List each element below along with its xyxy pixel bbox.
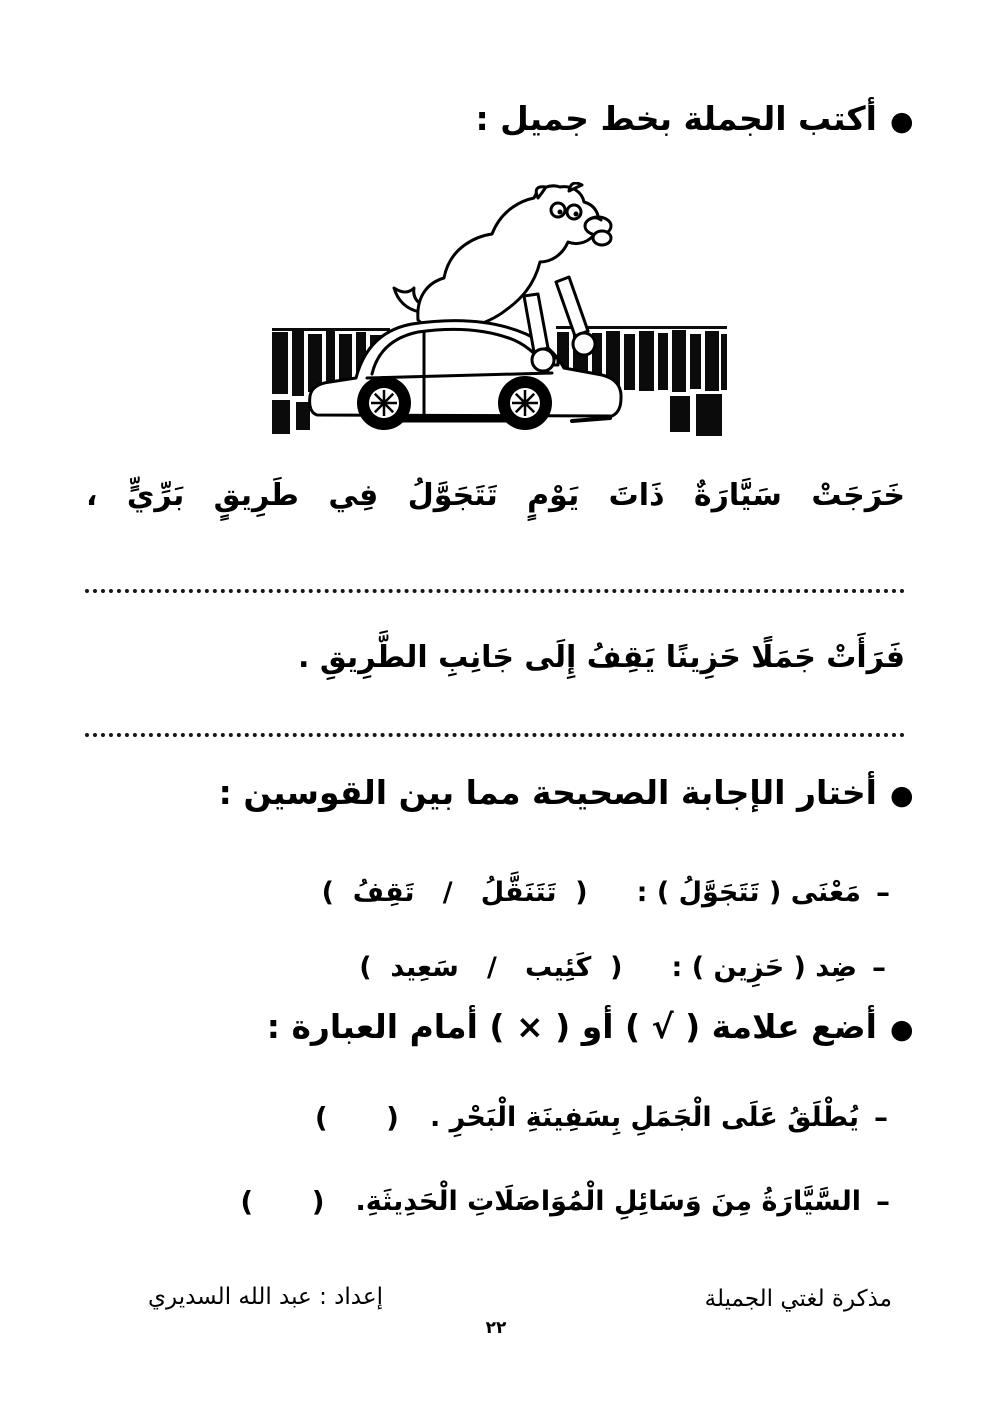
statement-1-text: يُطْلَقُ عَلَى الْجَمَلِ بِسَفِينَةِ الْبَحْرِ . [429,1101,859,1133]
statement-1-answer-box: ( ) [314,1101,399,1134]
dash-marker: – [876,876,890,909]
camel-car-drawing [272,182,727,444]
dash-marker: – [872,951,886,984]
footer-book-title: مذكرة لغتي الجميلة [704,1286,892,1312]
bullet-icon: ● [889,1013,913,1045]
section-write-heading [475,96,913,142]
section-choose-heading [219,770,913,816]
bullet-icon: ● [889,105,913,137]
answer-writing-line-1 [85,589,905,593]
statement-2-answer-box: ( ) [240,1185,325,1218]
page-number: ٢٢ [485,1318,507,1338]
choice-item-1 [322,868,890,918]
statement-item-2 [240,1177,890,1227]
section-mark-heading [267,1004,913,1050]
answer-writing-line-2 [85,733,905,737]
choice-2-prompt: ضِد ( حَزِين ) : [671,951,857,983]
copy-sentence-2: فَرَأَتْ جَمَلًا حَزِينًا يَقِفُ إِلَى جَانِبِ الطَّرِيقِ . [298,640,905,675]
bullet-icon: ● [889,779,913,811]
section-mark-title: أضع علامة ( √ ) أو ( × ) أمام العبارة : [266,1007,877,1046]
dash-marker: – [876,1185,890,1218]
choice-2-options: ( كَئِيب / سَعِيد ) [359,951,623,983]
camel-car-illustration [272,182,727,444]
copy-sentence-1: خَرَجَتْ سَيَّارَةٌ ذَاتَ يَوْمٍ تَتَجَوَّلُ فِي طَرِيقٍ بَرِّيٍّ ، [86,478,905,513]
statement-2-text: السَّيَّارَةُ مِنَ وَسَائِلِ الْمُوَاصَلَاتِ الْحَدِيثَةِ. [355,1185,861,1217]
footer-prepared-by: إعداد : عبد الله السديري [148,1284,383,1310]
choice-1-options: ( تَتَنَقَّلُ / تَقِفُ ) [321,876,588,908]
dash-marker: – [874,1101,888,1134]
choice-1-prompt: مَعْنَى ( تَتَجَوَّلُ ) : [636,876,861,908]
statement-item-1 [315,1093,888,1143]
section-choose-title: أختار الإجابة الصحيحة مما بين القوسين : [218,773,877,812]
section-write-title: أكتب الجملة بخط جميل : [475,99,877,138]
choice-item-2 [359,943,886,993]
